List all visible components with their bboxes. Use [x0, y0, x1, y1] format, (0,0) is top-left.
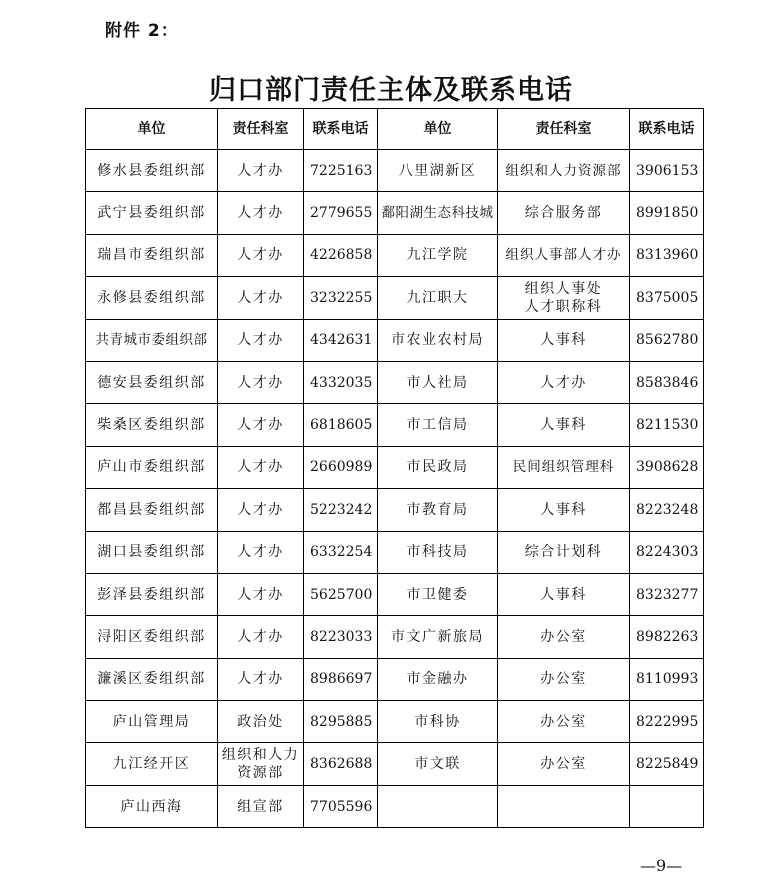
unit-cell: 市农业农村局 [378, 319, 498, 361]
phone-cell: 4332035 [304, 361, 378, 403]
header-dept: 责任科室 [218, 109, 304, 150]
dept-cell: 人才办 [218, 319, 304, 361]
phone-cell: 8222995 [630, 701, 704, 743]
unit-cell: 瑞昌市委组织部 [86, 234, 218, 276]
dept-cell-two-line [498, 277, 630, 319]
dept-cell: 人才办 [218, 658, 304, 700]
dept-cell: 人才办 [218, 446, 304, 488]
phone-cell: 3906153 [630, 150, 704, 192]
unit-cell: 市卫健委 [378, 573, 498, 615]
table-row [86, 743, 704, 785]
unit-cell: 市文广新旅局 [378, 616, 498, 658]
unit-cell: 九江经开区 [86, 743, 218, 785]
phone-cell: 8986697 [304, 658, 378, 700]
phone-cell: 6818605 [304, 404, 378, 446]
table-row [86, 658, 704, 700]
unit-cell: 鄱阳湖生态科技城 [378, 192, 498, 234]
unit-cell [378, 785, 498, 827]
table-row [86, 404, 704, 446]
phone-cell: 8225849 [630, 743, 704, 785]
phone-cell: 4342631 [304, 319, 378, 361]
unit-cell: 市金融办 [378, 658, 498, 700]
unit-cell: 永修县委组织部 [86, 277, 218, 319]
unit-cell: 庐山市委组织部 [86, 446, 218, 488]
dept-cell: 人事科 [498, 573, 630, 615]
dept-cell [498, 785, 630, 827]
dept-cell: 人才办 [218, 277, 304, 319]
dept-cell: 办公室 [498, 616, 630, 658]
phone-cell: 2779655 [304, 192, 378, 234]
phone-cell: 8295885 [304, 701, 378, 743]
unit-cell: 德安县委组织部 [86, 361, 218, 403]
unit-cell: 濂溪区委组织部 [86, 658, 218, 700]
dept-cell: 人才办 [218, 361, 304, 403]
phone-cell: 8583846 [630, 361, 704, 403]
phone-cell: 8223033 [304, 616, 378, 658]
unit-cell: 九江学院 [378, 234, 498, 276]
header-dept-2: 责任科室 [498, 109, 630, 150]
dept-cell: 民间组织管理科 [498, 446, 630, 488]
table-row [86, 531, 704, 573]
dept-cell: 人才办 [218, 531, 304, 573]
phone-cell: 8224303 [630, 531, 704, 573]
header-unit: 单位 [86, 109, 218, 150]
dept-cell: 人才办 [218, 234, 304, 276]
phone-cell: 4226858 [304, 234, 378, 276]
phone-cell: 8562780 [630, 319, 704, 361]
dept-cell: 组宣部 [218, 785, 304, 827]
dept-cell: 人才办 [498, 361, 630, 403]
phone-cell: 8223248 [630, 489, 704, 531]
dept-line-1: 组织人事处 [524, 280, 603, 297]
unit-cell: 市工信局 [378, 404, 498, 446]
document-title: 归口部门责任主体及联系电话 [209, 75, 573, 106]
dept-cell: 综合计划科 [498, 531, 630, 573]
dept-cell: 办公室 [498, 743, 630, 785]
dept-cell: 人才办 [218, 150, 304, 192]
unit-cell: 都昌县委组织部 [86, 489, 218, 531]
page-number: —9— [640, 856, 683, 875]
unit-cell: 市文联 [378, 743, 498, 785]
dept-cell: 人事科 [498, 404, 630, 446]
dept-cell: 综合服务部 [498, 192, 630, 234]
phone-cell: 7705596 [304, 785, 378, 827]
phone-cell: 8323277 [630, 573, 704, 615]
phone-cell: 8211530 [630, 404, 704, 446]
unit-cell: 市人社局 [378, 361, 498, 403]
unit-cell: 共青城市委组织部 [86, 319, 218, 361]
dept-cell: 人才办 [218, 573, 304, 615]
unit-cell: 八里湖新区 [378, 150, 498, 192]
unit-cell: 柴桑区委组织部 [86, 404, 218, 446]
phone-cell: 3232255 [304, 277, 378, 319]
unit-cell: 修水县委组织部 [86, 150, 218, 192]
dept-cell: 人事科 [498, 319, 630, 361]
phone-cell: 7225163 [304, 150, 378, 192]
contact-table [85, 108, 704, 828]
unit-cell: 浔阳区委组织部 [86, 616, 218, 658]
attachment-label: 附件 2： [105, 21, 179, 41]
dept-cell: 政治处 [218, 701, 304, 743]
header-unit-2: 单位 [378, 109, 498, 150]
dept-cell: 办公室 [498, 658, 630, 700]
dept-cell: 组织人事部人才办 [498, 234, 630, 276]
dept-cell-two-line [218, 743, 304, 785]
table-row [86, 234, 704, 276]
unit-cell: 庐山西海 [86, 785, 218, 827]
phone-cell: 2660989 [304, 446, 378, 488]
phone-cell: 5223242 [304, 489, 378, 531]
dept-cell: 组织和人力资源部 [498, 150, 630, 192]
unit-cell: 武宁县委组织部 [86, 192, 218, 234]
phone-cell: 8982263 [630, 616, 704, 658]
table-row [86, 489, 704, 531]
phone-cell: 8991850 [630, 192, 704, 234]
dept-cell: 人才办 [218, 616, 304, 658]
table-row [86, 319, 704, 361]
dept-cell: 人才办 [218, 404, 304, 446]
table-row [86, 701, 704, 743]
table-row [86, 785, 704, 827]
unit-cell: 湖口县委组织部 [86, 531, 218, 573]
table-row [86, 616, 704, 658]
header-phone-2: 联系电话 [630, 109, 704, 150]
header-phone: 联系电话 [304, 109, 378, 150]
dept-line-2: 资源部 [237, 765, 284, 782]
table-row [86, 446, 704, 488]
phone-cell: 8313960 [630, 234, 704, 276]
table-row [86, 150, 704, 192]
dept-line-1: 组织和人力 [221, 747, 300, 764]
phone-cell [630, 785, 704, 827]
table-row [86, 277, 704, 319]
unit-cell: 市民政局 [378, 446, 498, 488]
phone-cell: 8362688 [304, 743, 378, 785]
unit-cell: 庐山管理局 [86, 701, 218, 743]
phone-cell: 6332254 [304, 531, 378, 573]
dept-cell: 办公室 [498, 701, 630, 743]
phone-cell: 5625700 [304, 573, 378, 615]
dept-line-2: 人才职称科 [524, 298, 603, 315]
phone-cell: 8110993 [630, 658, 704, 700]
dept-cell: 人才办 [218, 192, 304, 234]
unit-cell: 市教育局 [378, 489, 498, 531]
unit-cell: 市科协 [378, 701, 498, 743]
unit-cell: 九江职大 [378, 277, 498, 319]
table-row [86, 361, 704, 403]
phone-cell: 3908628 [630, 446, 704, 488]
table-row [86, 573, 704, 615]
dept-cell: 人才办 [218, 489, 304, 531]
table-row [86, 192, 704, 234]
table-header-row [86, 109, 704, 150]
dept-cell: 人事科 [498, 489, 630, 531]
phone-cell: 8375005 [630, 277, 704, 319]
unit-cell: 彭泽县委组织部 [86, 573, 218, 615]
unit-cell: 市科技局 [378, 531, 498, 573]
